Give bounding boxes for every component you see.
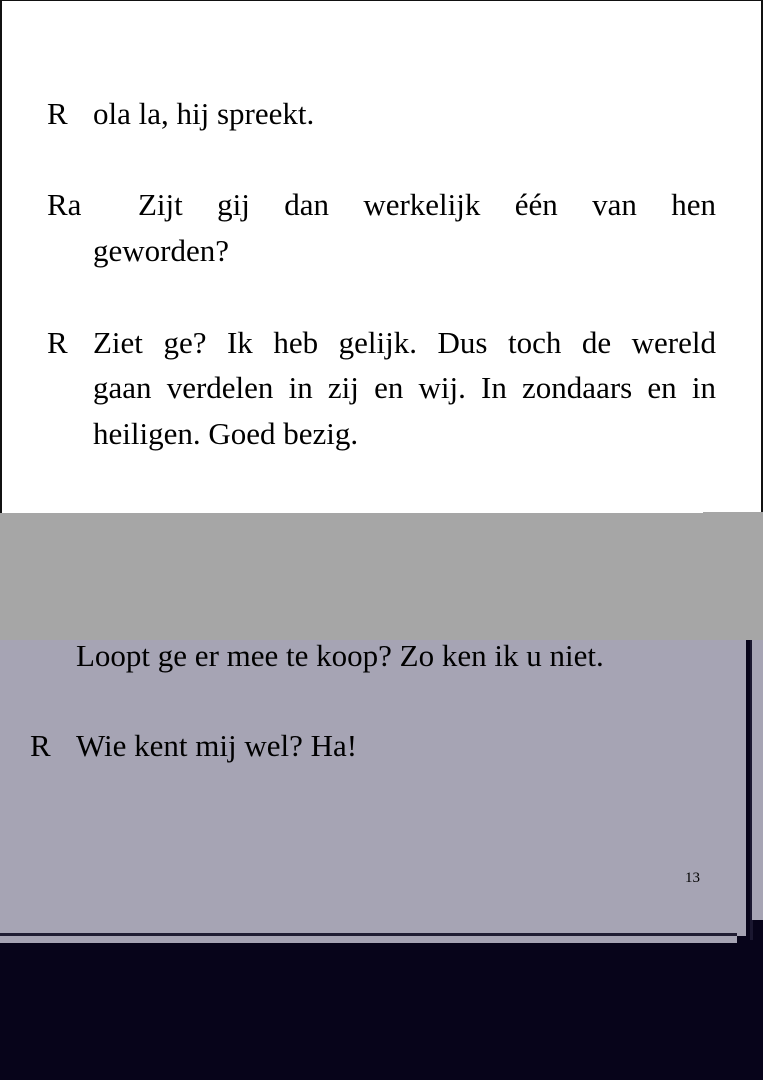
word: zij <box>327 370 359 405</box>
word: in <box>691 370 716 405</box>
word: in <box>288 370 313 405</box>
dialogue-line <box>138 182 716 227</box>
document-page-lower <box>0 640 746 936</box>
speaker-label: R <box>47 96 68 131</box>
document-page-upper <box>0 0 763 528</box>
overlay-band <box>0 513 763 640</box>
word: In <box>481 370 507 405</box>
word: hen <box>671 187 716 222</box>
word: gij <box>217 187 250 222</box>
word: dan <box>284 187 329 222</box>
word: van <box>592 187 637 222</box>
dialogue-line-continued: heiligen. Goed bezig. <box>93 416 359 451</box>
word: gelijk. <box>338 325 417 360</box>
word: heb <box>273 325 319 360</box>
word: en <box>374 370 404 405</box>
dialogue-line <box>93 320 716 365</box>
page-edge <box>0 936 737 943</box>
word: Zijt <box>138 187 183 222</box>
word: verdelen <box>166 370 274 405</box>
speaker-label: R <box>47 325 68 360</box>
word: wereld <box>631 325 716 360</box>
dialogue-line-continued: Loopt ge er mee te koop? Zo ken ik u niet. <box>76 638 604 673</box>
page-number: 13 <box>685 870 700 886</box>
word: één <box>514 187 558 222</box>
word: en <box>647 370 677 405</box>
word: wij. <box>418 370 466 405</box>
word: toch <box>507 325 562 360</box>
word: werkelijk <box>363 187 481 222</box>
word: Ziet <box>93 325 143 360</box>
dialogue-line-continued: geworden? <box>93 233 229 268</box>
word: de <box>581 325 612 360</box>
word: Ik <box>226 325 253 360</box>
speaker-label: R <box>30 728 51 763</box>
dialogue-line-continued <box>93 365 716 410</box>
word: gaan <box>93 370 152 405</box>
word: zondaars <box>522 370 633 405</box>
dialogue-line: ola la, hij spreekt. <box>93 96 315 131</box>
word: Dus <box>437 325 488 360</box>
word: ge? <box>163 325 207 360</box>
dialogue-line: Wie kent mij wel? Ha! <box>76 728 358 763</box>
page-edge <box>752 640 763 920</box>
overlay-tab <box>703 512 763 528</box>
speaker-label: Ra <box>47 187 82 222</box>
